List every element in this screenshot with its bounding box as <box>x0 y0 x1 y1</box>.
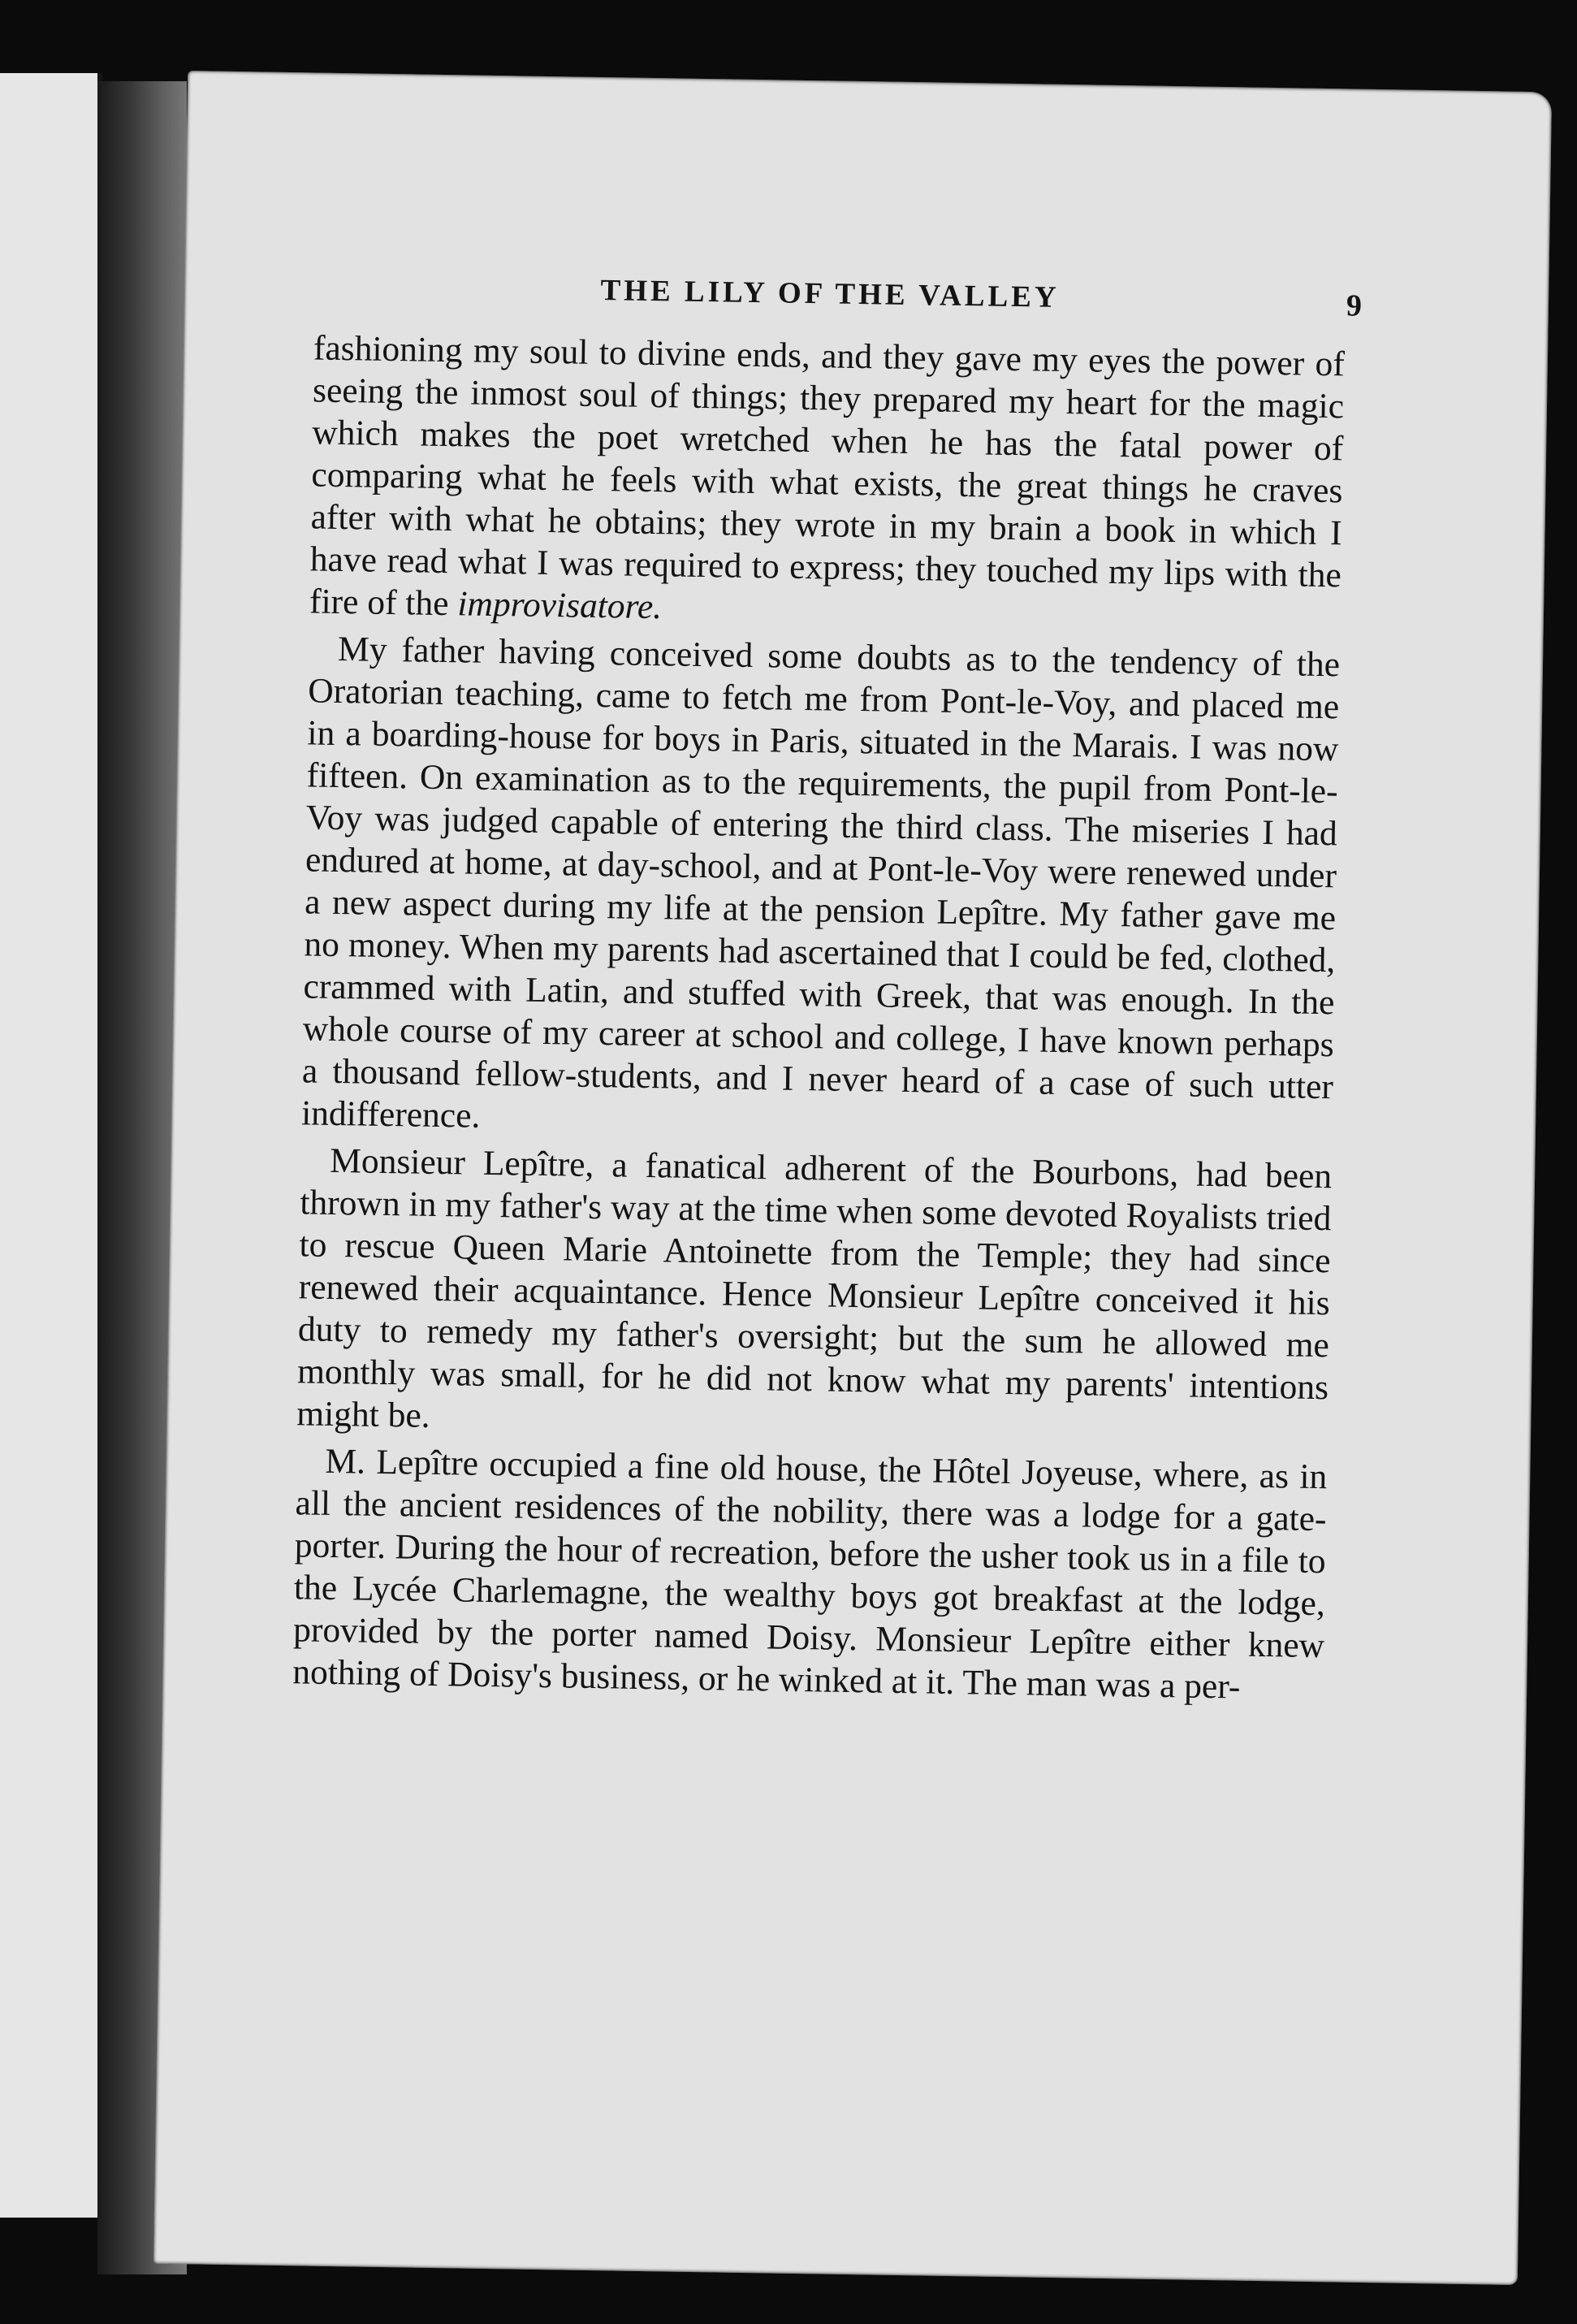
running-title: THE LILY OF THE VALLEY <box>600 273 1060 314</box>
paragraph-4: M. Lepître occupied a fine old house, the Hôtel Joyeuse, where, as in all the ancient residences of the nobility, there was a lodge for a gate-porter. During the hour of recreation, before the usher took us in a file to the Lycée Charlemagne, the wealthy boys got breakfast at the lodge, provided by the porter named Doisy. Monsieur Lepître either knew nothing of Doisy's business, or he winked at it. The man was a per- <box>292 1441 1328 1707</box>
paragraph-1 <box>309 327 1346 638</box>
body-text <box>292 327 1345 1709</box>
paragraph-2: My father having conceived some doubts as to the tendency of the Oratorian teaching, came to fetch me from Pont-le-Voy, and placed me in a boarding-house for boys in Paris, situated in the Marais. I was now fifteen. On examination as to the requirements, the pupil from Pont-le-Voy was judged capable of entering the third class. The miseries I had endured at home, at day-school, and at Pont-le-Voy were renewed under a new aspect during my life at the pension Lepître. My father gave me no money. When my parents had ascertained that I could be fed, clothed, crammed with Latin, and stuffed with Greek, that was enough. In the whole course of my career at school and college, I have known perhaps a thousand fellow-students, and I never heard of a case of such utter indifference. <box>300 629 1341 1136</box>
paragraph-1-text: fashioning my soul to divine ends, and they gave my eyes the power of seeing the inmost soul of things; they prepared my heart for the magic which makes the poet wretched when he has the fatal power of comparing what he feels with what exists, the great things he craves after with what he obtains; they wrote in my brain a book in which I have read what I was required to express; they touched my lips with the fire of the <box>309 328 1346 624</box>
facing-page-edge <box>0 73 102 2218</box>
running-head <box>313 263 1363 336</box>
paragraph-3: Monsieur Lepître, a fanatical adherent of the Bourbons, had been thrown in my father's way at the time when some devoted Royalists tried to rescue Queen Marie Antoinette from the Temple; they had since renewed their acquaintance. Hence Monsieur Lepître conceived it his duty to remedy my father's oversight; but the sum he allowed me monthly was small, for he did not know what my parents' intentions might be. <box>296 1140 1333 1435</box>
book-page <box>153 71 1552 2285</box>
page-content <box>292 263 1363 1714</box>
italic-word: improvisatore. <box>457 584 663 627</box>
page-number: 9 <box>1346 288 1363 323</box>
